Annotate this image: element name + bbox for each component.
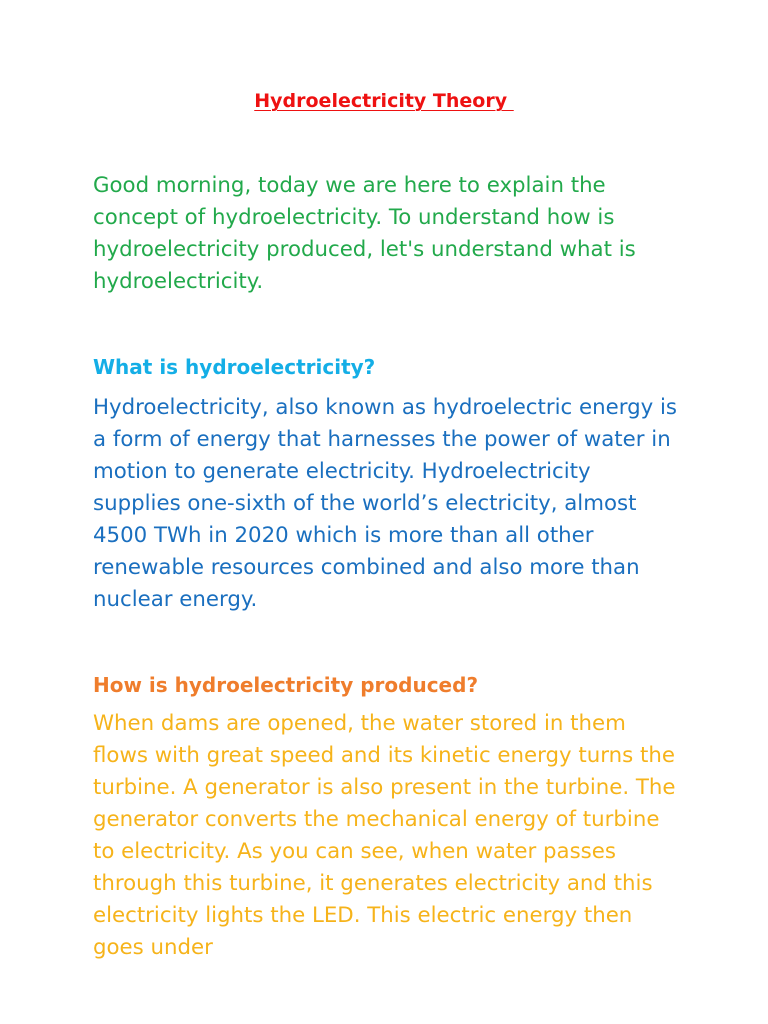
section-body-how-produced: When dams are opened, the water stored in them flows with great speed and its kinetic energy turns the turbine. A generator is also present in the turbine. The generator converts the mechanical energy of turbine to electricity. As you can see, when water passes through this turbine, it generates electricity and this electricity lights the LED. This electric energy then goes under xyxy=(93,711,676,960)
document-title: Hydroelectricity Theory xyxy=(254,90,514,112)
section-body-what-is: Hydroelectricity, also known as hydroelectric energy is a form of energy that harnesses the power of water in motion to generate electricity. Hydroelectricity supplies one-sixth of the world’s electricity, almost 4500 TWh in 2020 which is more than all other renewable resources combined and also more than nuclear energy. xyxy=(93,395,678,612)
intro-paragraph: Good morning, today we are here to explain the concept of hydroelectricity. To understand how is hydroelectricity produced, let's understand what is hydroelectricity. xyxy=(93,173,636,294)
section-heading-what-is: What is hydroelectricity? xyxy=(93,355,376,379)
section-heading-how-produced: How is hydroelectricity produced? xyxy=(93,673,479,697)
